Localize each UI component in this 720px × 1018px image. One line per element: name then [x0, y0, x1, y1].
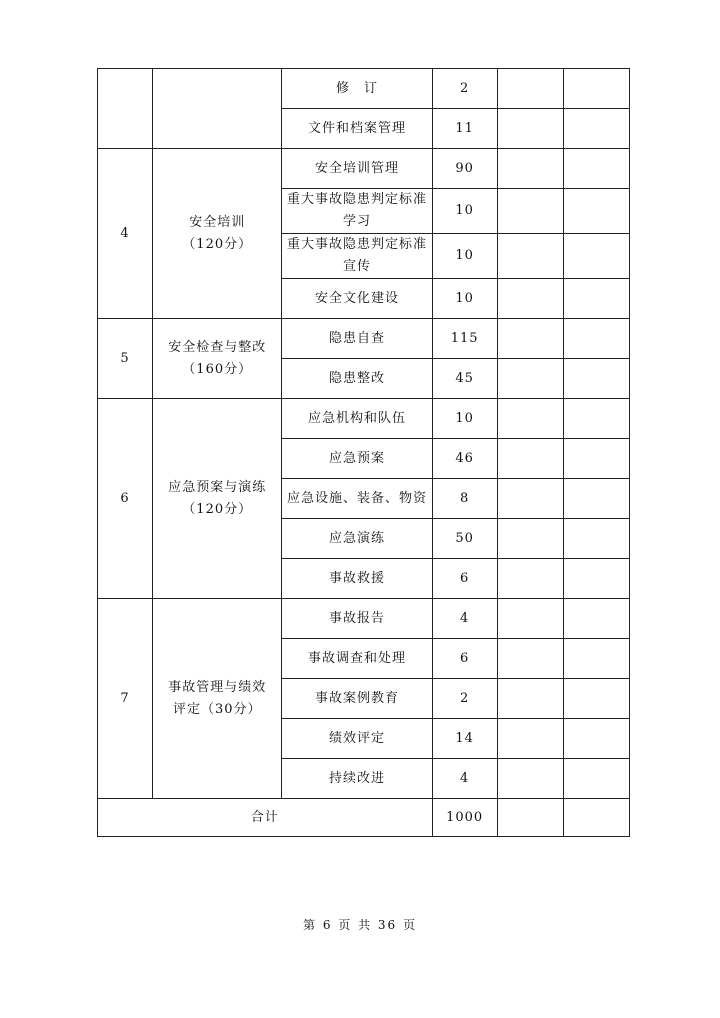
empty-cell — [497, 799, 563, 837]
item-number: 5 — [98, 319, 153, 399]
category-cell: 事故管理与绩效评定（30分） — [153, 599, 282, 799]
empty-cell — [563, 359, 629, 399]
item-score: 10 — [432, 189, 497, 234]
score-table — [97, 68, 630, 837]
item-score: 6 — [432, 639, 497, 679]
empty-cell — [497, 599, 563, 639]
empty-cell — [497, 519, 563, 559]
empty-cell — [563, 399, 629, 439]
item-name: 事故调查和处理 — [282, 639, 432, 679]
empty-cell — [497, 109, 563, 149]
empty-cell — [497, 479, 563, 519]
empty-cell — [563, 109, 629, 149]
item-name: 隐患自查 — [282, 319, 432, 359]
item-name: 应急预案 — [282, 439, 432, 479]
item-score: 4 — [432, 759, 497, 799]
empty-cell — [497, 149, 563, 189]
table-row — [98, 149, 630, 189]
item-score: 11 — [432, 109, 497, 149]
empty-cell — [563, 234, 629, 279]
item-name: 重大事故隐患判定标准学习 — [282, 189, 432, 234]
item-name: 文件和档案管理 — [282, 109, 432, 149]
item-name: 持续改进 — [282, 759, 432, 799]
item-score: 8 — [432, 479, 497, 519]
empty-cell — [563, 149, 629, 189]
category-cell — [153, 69, 282, 149]
category-cell — [153, 149, 282, 319]
empty-cell — [563, 639, 629, 679]
item-name: 事故救援 — [282, 559, 432, 599]
empty-cell — [563, 439, 629, 479]
item-score: 10 — [432, 279, 497, 319]
category-cell — [153, 399, 282, 599]
item-name: 重大事故隐患判定标准宣传 — [282, 234, 432, 279]
table-row — [98, 599, 630, 639]
empty-cell — [497, 679, 563, 719]
empty-cell — [497, 69, 563, 109]
item-name: 安全培训管理 — [282, 149, 432, 189]
item-name: 隐患整改 — [282, 359, 432, 399]
category-name: 安全培训 — [189, 214, 246, 230]
item-name: 应急设施、装备、物资 — [282, 479, 432, 519]
item-score: 115 — [432, 319, 497, 359]
total-row — [98, 799, 630, 837]
table-row — [98, 69, 630, 109]
item-score: 10 — [432, 399, 497, 439]
item-name: 修 订 — [282, 69, 432, 109]
page-number: 第 6 页 共 36 页 — [303, 918, 417, 932]
item-name: 绩效评定 — [282, 719, 432, 759]
empty-cell — [497, 399, 563, 439]
empty-cell — [497, 639, 563, 679]
item-score: 46 — [432, 439, 497, 479]
empty-cell — [563, 189, 629, 234]
item-number — [98, 69, 153, 149]
empty-cell — [563, 519, 629, 559]
empty-cell — [497, 759, 563, 799]
item-score: 2 — [432, 69, 497, 109]
empty-cell — [497, 719, 563, 759]
table-row — [98, 399, 630, 439]
item-name: 应急演练 — [282, 519, 432, 559]
item-score: 90 — [432, 149, 497, 189]
item-number: 6 — [98, 399, 153, 599]
category-name: 安全检查与整改 — [168, 339, 267, 355]
empty-cell — [563, 719, 629, 759]
item-name: 事故报告 — [282, 599, 432, 639]
category-score: （160分） — [182, 361, 253, 377]
item-name: 事故案例教育 — [282, 679, 432, 719]
item-name: 安全文化建设 — [282, 279, 432, 319]
empty-cell — [563, 679, 629, 719]
empty-cell — [497, 189, 563, 234]
item-number: 4 — [98, 149, 153, 319]
item-score: 2 — [432, 679, 497, 719]
empty-cell — [497, 279, 563, 319]
empty-cell — [563, 799, 629, 837]
item-score: 14 — [432, 719, 497, 759]
category-score: （120分） — [182, 501, 253, 517]
empty-cell — [497, 319, 563, 359]
item-score: 10 — [432, 234, 497, 279]
empty-cell — [497, 234, 563, 279]
item-score: 50 — [432, 519, 497, 559]
empty-cell — [497, 439, 563, 479]
table-row — [98, 319, 630, 359]
item-score: 4 — [432, 599, 497, 639]
empty-cell — [563, 559, 629, 599]
total-score: 1000 — [432, 799, 497, 837]
empty-cell — [563, 599, 629, 639]
item-number: 7 — [98, 599, 153, 799]
item-score: 6 — [432, 559, 497, 599]
empty-cell — [563, 69, 629, 109]
empty-cell — [563, 479, 629, 519]
empty-cell — [563, 279, 629, 319]
category-score: （120分） — [182, 236, 253, 252]
empty-cell — [563, 759, 629, 799]
empty-cell — [563, 319, 629, 359]
item-name: 应急机构和队伍 — [282, 399, 432, 439]
category-name: 应急预案与演练 — [168, 479, 267, 495]
category-cell — [153, 319, 282, 399]
total-label: 合计 — [98, 799, 433, 837]
empty-cell — [497, 559, 563, 599]
empty-cell — [497, 359, 563, 399]
item-score: 45 — [432, 359, 497, 399]
